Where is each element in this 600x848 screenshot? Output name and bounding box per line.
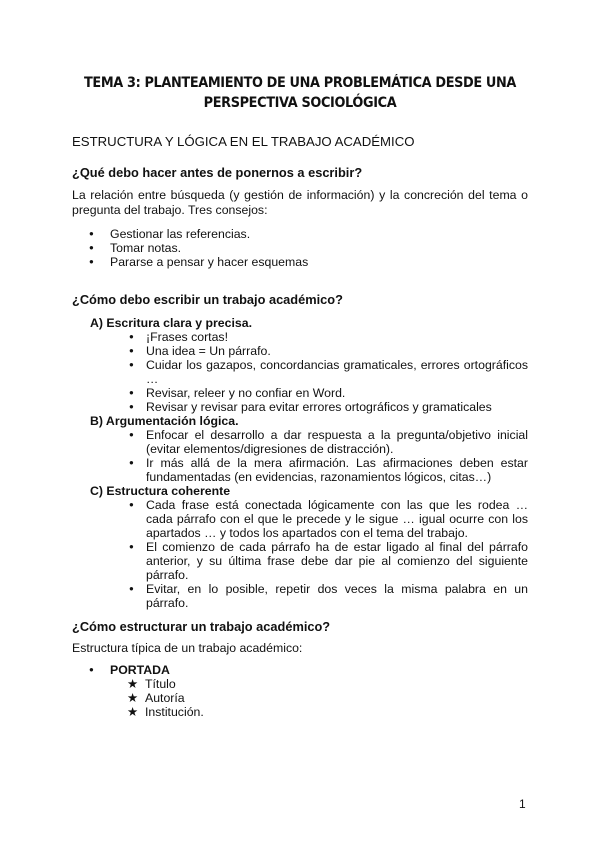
star-icon: ★: [127, 705, 139, 719]
q3-block: [72, 620, 528, 719]
q1-heading: ¿Qué debo hacer antes de ponernos a escribir?: [72, 165, 363, 180]
star-icon: ★: [127, 691, 139, 705]
title-line-1: TEMA 3: PLANTEAMIENTO DE UNA PROBLEMÁTICA DESDE UNA: [83, 75, 517, 91]
list-item: ● Cuidar los gazapos, concordancias gramaticales, errores ortográficos …: [72, 358, 528, 386]
list-item: ● Enfocar el desarrollo a dar respuesta a la pregunta/objetivo inicial (evitar elementos/digresiones de distracción).: [72, 428, 528, 456]
page-number: 1: [519, 797, 526, 811]
list-item: ● El comienzo de cada párrafo ha de estar ligado al final del párrafo anterior, y su última frase debe dar pie al comienzo del siguiente párrafo.: [72, 540, 528, 582]
list-item: [72, 691, 528, 705]
list-item: ● Tomar notas.: [72, 241, 528, 255]
list-item: ● Pararse a pensar y hacer esquemas: [72, 255, 528, 269]
list-item: [72, 705, 528, 719]
q2-heading: ¿Cómo debo escribir un trabajo académico?: [72, 292, 343, 307]
list-item: ● Revisar y revisar para evitar errores ortográficos y gramaticales: [72, 400, 528, 414]
list-item-portada: ● PORTADA: [72, 663, 528, 677]
item-text: Institución.: [145, 705, 204, 719]
q3-heading: ¿Cómo estructurar un trabajo académico?: [72, 619, 331, 634]
list-item: ● Revisar, releer y no confiar en Word.: [72, 386, 528, 400]
section-heading: ESTRUCTURA Y LÓGICA EN EL TRABAJO ACADÉMICO: [72, 134, 415, 149]
star-icon: ★: [127, 677, 139, 691]
q1-paragraph: La relación entre búsqueda (y gestión de información) y la concreción del tema o pregunta del trabajo. Tres consejos:: [72, 188, 528, 217]
list-item: [72, 677, 528, 691]
section-a-label: A) Escritura clara y precisa.: [90, 316, 252, 330]
section-c-label: C) Estructura coherente: [90, 484, 231, 498]
list-item: ● Una idea = Un párrafo.: [72, 344, 528, 358]
section-b-label: B) Argumentación lógica.: [90, 414, 239, 428]
item-text: Título: [145, 677, 176, 691]
document-title: [79, 73, 521, 113]
q2-block: [72, 293, 528, 610]
list-item: ● ¡Frases cortas!: [72, 330, 528, 344]
q1-block: [72, 166, 528, 269]
title-line-2: PERSPECTIVA SOCIOLÓGICA: [203, 95, 397, 111]
q3-paragraph: Estructura típica de un trabajo académico:: [72, 641, 303, 655]
list-item: ● Evitar, en lo posible, repetir dos veces la misma palabra en un párrafo.: [72, 582, 528, 610]
list-item: ● Ir más allá de la mera afirmación. Las afirmaciones deben estar fundamentadas (en evidencias, razonamientos lógicos, citas…): [72, 456, 528, 484]
item-text: Autoría: [145, 691, 185, 705]
list-item: ● Cada frase está conectada lógicamente con las que les rodea … cada párrafo con el que le precede y le sigue … igual ocurre con los apartados … y todos los apartados con el tema del trabajo.: [72, 498, 528, 540]
list-item: ● Gestionar las referencias.: [72, 227, 528, 241]
